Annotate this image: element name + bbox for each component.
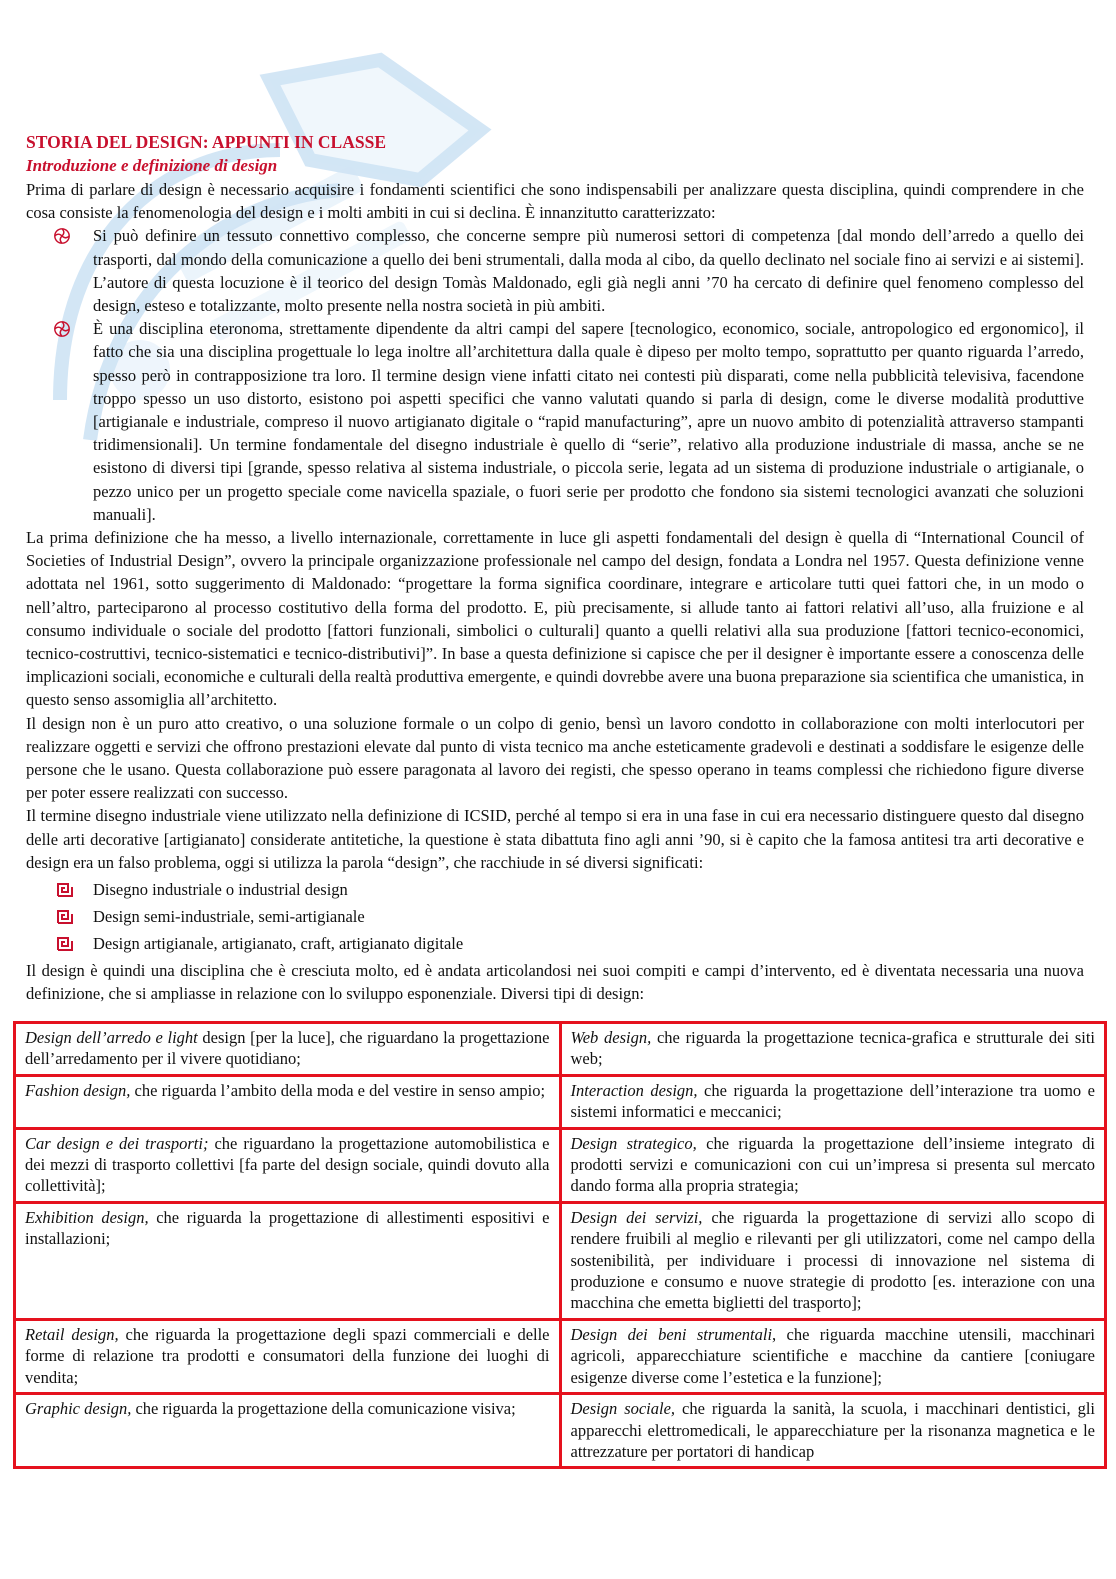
table-cell: Web design, che riguarda la progettazione tecnica-grafica e strutturale dei siti web; — [560, 1023, 1106, 1076]
table-cell: Car design e dei trasporti; che riguardano la progettazione automobilistica e dei mezzi di trasporto collettivi [fa parte del design sociale, quindi dovuto alla collettività]; — [15, 1128, 561, 1202]
list-item-text: È una disciplina eteronoma, strettamente dipendente da altri campi del sapere [tecnologico, economico, sociale, antropologico ed ergonomico], il fatto che sia una disciplina progettuale lo lega inoltre all’architettura dalla quale è dipeso per molto tempo, soprattutto per quanto riguarda l’arredo, spesso però in contrapposizione tra loro. Il termine design viene infatti citato nei contesti più disparati, come nella pubblicità televisiva, facendone troppo spesso un uso distorto, esistono poi aspetti specifici che vanno valutati quando si parla di design, come le diverse modalità produttive [artigianale e industriale, compreso il nuovo artigianato digitale o “rapid manufacturing”, apre un nuovo ambito di potenzialità attraverso stampanti tridimensionali]. Un termine fondamentale del disegno industriale è quello di “serie”, relativo alla produzione industriale di massa, anche se ne esistono di diversi tipi [grande, spesso relativa al sistema industriale, o piccola serie, legata ad un sistema di produzione industriale o artigianale, o pezzo unico per un progetto speciale come navicella spaziale, o fuori serie per prodotto che fondono sia sistemi tecnologici avanzati che soluzioni manuali]. — [93, 319, 1084, 524]
meander-bullet-icon — [57, 910, 73, 924]
table-cell: Design dei beni strumentali, che riguarda macchine utensili, macchinari agricoli, apparecchiature scientifiche e macchine da cantiere [coniugare esigenze diverse come l’estetica e la funzione]; — [560, 1319, 1106, 1393]
document-title: STORIA DEL DESIGN: APPUNTI IN CLASSE — [26, 132, 386, 152]
table-row — [15, 1319, 1106, 1393]
list-item — [93, 930, 1084, 957]
table-cell: Design dell’arredo e light design [per la luce], che riguardano la progettazione dell’arredamento per il vivere quotidiano; — [15, 1023, 561, 1076]
list-item-text: Si può definire un tessuto connettivo complesso, che concerne sempre più numerosi settori di competenza [dal mondo dell’arredo a quello dei trasporti, dal mondo della comunicazione a quello dei beni strumentali, dalla moda al cibo, da quello declinato nel sociale fino ai servizi e ai sistemi]. L’autore di questa locuzione è il teorico del design Tomàs Maldonado, egli già negli anni ’70 ha cercato di definire quel fenomeno complesso del design, esteso e totalizzante, molto presente nella nostra società in più ambiti. — [93, 226, 1084, 316]
list-item-text: Disegno industriale o industrial design — [93, 880, 348, 900]
list-item — [93, 317, 1084, 526]
meander-bullet-icon — [57, 883, 73, 897]
table-row — [15, 1202, 1106, 1319]
swirl-bullet-icon — [53, 227, 71, 245]
intro-paragraph: Prima di parlare di design è necessario acquisire i fondamenti scientifici che sono indispensabili per analizzare questa disciplina, quindi comprendere in che cosa consiste la fenomenologia del design e i molti ambiti in cui si declina. È innanzitutto caratterizzato: — [26, 180, 1084, 223]
table-cell: Fashion design, che riguarda l’ambito della moda e del vestire in senso ampio; — [15, 1075, 561, 1128]
meanings-list — [26, 876, 1084, 957]
characteristics-list — [26, 224, 1084, 526]
list-item — [93, 224, 1084, 317]
table-row — [15, 1023, 1106, 1076]
table-cell: Retail design, che riguarda la progettazione degli spazi commerciali e delle forme di relazione tra prodotti e consumatori della funzione dei luoghi di vendita; — [15, 1319, 561, 1393]
industrial-design-term-paragraph: Il termine disegno industriale viene utilizzato nella definizione di ICSID, perché al tempo si era in una fase in cui era necessario distinguere questo dal disegno delle arti decorative [artigianato] considerate antitetiche, la questione è stata dibattuta fino agli anni ’90, si è capito che la famosa antitesi tra arti decorative e design era un falso problema, oggi si utilizza la parola “design”, che racchiude in sé diversi significati: — [26, 806, 1084, 872]
table-cell: Design dei servizi, che riguarda la progettazione di servizi allo scopo di rendere fruibili al meglio e rilevanti per gli utilizzatori, come nel campo della sostenibilità, per individuare i processi di innovazione nel sistema di produzione e consumo e nuove strategie di prodotto [es. interazione con una macchina che emetta biglietti del trasporto]; — [560, 1202, 1106, 1319]
table-cell: Exhibition design, che riguarda la progettazione di allestimenti espositivi e installazioni; — [15, 1202, 561, 1319]
table-row — [15, 1075, 1106, 1128]
table-cell: Design sociale, che riguarda la sanità, la scuola, i macchinari dentistici, gli apparecchi elettromedicali, le apparecchiature per la risonanza magnetica e le attrezzature per portatori di handicap — [560, 1394, 1106, 1468]
document-body — [26, 130, 1084, 1006]
design-types-intro-paragraph: Il design è quindi una disciplina che è cresciuta molto, ed è andata articolandosi nei suoi compiti e campi d’intervento, ed è diventata necessaria una nuova definizione, che si ampliasse in relazione con lo sviluppo esponenziale. Diversi tipi di design: — [26, 961, 1084, 1004]
list-item — [93, 903, 1084, 930]
section-subtitle: Introduzione e definizione di design — [26, 156, 278, 175]
list-item-text: Design artigianale, artigianato, craft, artigianato digitale — [93, 934, 464, 954]
meander-bullet-icon — [57, 937, 73, 951]
list-item-text: Design semi-industriale, semi-artigianale — [93, 907, 365, 927]
table-cell: Graphic design, che riguarda la progettazione della comunicazione visiva; — [15, 1394, 561, 1468]
design-types-table — [13, 1021, 1107, 1469]
table-row — [15, 1128, 1106, 1202]
table-row — [15, 1394, 1106, 1468]
table-cell: Design strategico, che riguarda la progettazione dell’insieme integrato di prodotti servizi e comunicazioni con cui un’impresa si presenta sul mercato dando forma alla propria strategia; — [560, 1128, 1106, 1202]
design-collaboration-paragraph: Il design non è un puro atto creativo, o una soluzione formale o un colpo di genio, bensì un lavoro condotto in collaborazione con molti interlocutori per realizzare oggetti e servizi che offrono prestazioni elevate dal punto di vista tecnico ma anche esteticamente gradevoli e destinati a soddisfare le esigenze delle persone che le usano. Questa collaborazione può essere paragonata al lavoro dei registi, che spesso operano in teams complessi che richiedono figure diverse per poter essere realizzati con successo. — [26, 713, 1084, 803]
list-item — [93, 876, 1084, 903]
swirl-bullet-icon — [53, 320, 71, 338]
icsid-definition-paragraph: La prima definizione che ha messo, a livello internazionale, correttamente in luce gli aspetti fondamentali del design è quella di “International Council of Societies of Industrial Design”, ovvero la principale organizzazione professionale nel campo del design, fondata a Londra nel 1957. Questa definizione venne adottata nel 1961, sotto suggerimento di Maldonado: “progettare la forma significa coordinare, integrare e articolare tutti quei fattori che, in un modo o nell’altro, parteciparono al processo costitutivo della forma del prodotto. E, più precisamente, si allude tanto ai fattori relativi all’uso, alla fruizione e al consumo individuale o sociale del prodotto [fattori funzionali, simbolici o culturali] quanto a quelli relativi alla sua produzione [fattori tecnico-economici, tecnico-costruttivi, tecnico-sistematici e tecnico-distributivi]”. In base a questa definizione si capisce che per il designer è importante essere a conoscenza delle implicazioni sociali, economiche e culturali della realtà produttiva emergente, e quindi dovrebbe avere una buona preparazione sia scientifica che umanistica, in questo senso assomiglia all’architetto. — [26, 528, 1084, 710]
table-cell: Interaction design, che riguarda la progettazione dell’interazione tra uomo e sistemi informatici e meccanici; — [560, 1075, 1106, 1128]
